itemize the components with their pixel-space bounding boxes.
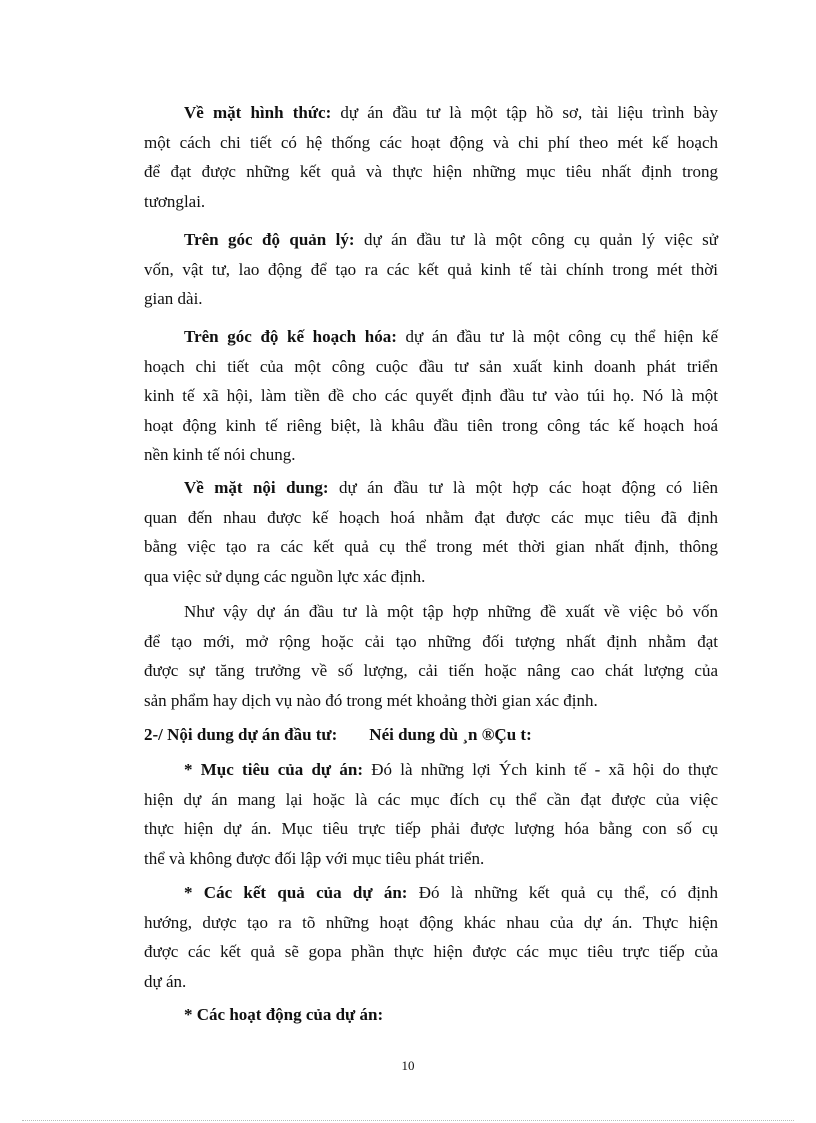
text-line: kinh tế xã hội, làm tiền đề cho các quyết định đầu tư vào túi họ. Nó là một (144, 386, 718, 406)
text-line: Trên góc độ quản lý: dự án đầu tư là một công cụ quản lý việc sử (184, 230, 718, 249)
heading-title: 2-/ Nội dung dự án đầu tư: (144, 725, 338, 744)
paragraph-management-aspect (144, 225, 718, 314)
paragraph-project-activities (144, 1000, 718, 1030)
text-line: gian dài. (144, 289, 203, 309)
text-line: Về mặt nội dung: dự án đầu tư là một hợp các hoạt động có liên (184, 478, 718, 497)
text-line: hiện dự án mang lại hoặc là các mục đích cụ thể cần đạt được của việc (144, 789, 718, 809)
term-label: Về mặt nội dung: (184, 478, 329, 497)
paragraph-project-results (144, 878, 718, 996)
text-line: nền kinh tế nói chung. (144, 445, 296, 465)
term-label: * Các hoạt động của dự án: (184, 1005, 384, 1024)
text-line: để đạt được những kết quả và thực hiện những mục tiêu nhất định trong (144, 162, 718, 182)
text-line: quan đến nhau được kế hoạch hoá nhằm đạt được các mục tiêu đã định (144, 507, 718, 527)
text-line: Như vậy dự án đầu tư là một tập hợp những đề xuất về việc bỏ vốn (184, 602, 718, 621)
section-heading (144, 720, 718, 750)
text-line: hướng, dược tạo ra tõ những hoạt động khác nhau của dự án. Thực hiện (144, 912, 718, 932)
heading-line (144, 720, 718, 750)
text-line: một cách chi tiết có hệ thống các hoạt động và chi phí theo mét kế hoạch (144, 132, 718, 152)
text-line: Về mặt hình thức: dự án đầu tư là một tập hồ sơ, tài liệu trình bày (184, 103, 718, 122)
text-line: sản phẩm hay dịch vụ nào đó trong mét khoảng thời gian xác định. (144, 690, 598, 710)
text-line: * Mục tiêu của dự án: Đó là những lợi Ých kinh tế - xã hội do thực (184, 760, 719, 779)
term-label: * Mục tiêu của dự án: (184, 760, 363, 779)
text-line: Trên góc độ kế hoạch hóa: dự án đầu tư là một công cụ thể hiện kế (184, 327, 718, 346)
text-line: vốn, vật tư, lao động để tạo ra các kết quả kinh tế tài chính trong mét thời (144, 259, 718, 279)
footer-divider (22, 1120, 794, 1121)
text-line: dự án. (144, 971, 187, 991)
text-line: thể và không được đối lập với mục tiêu phát triển. (144, 848, 485, 868)
text-line: để tạo mới, mở rộng hoặc cải tạo những đối tượng nhất định nhằm đạt (144, 631, 718, 651)
text-line: * Các kết quả của dự án: Đó là những kết quả cụ thể, có định (184, 883, 718, 902)
paragraph-project-objectives (144, 755, 718, 873)
paragraph-planning-aspect (144, 322, 718, 470)
term-label: Trên góc độ quản lý: (184, 230, 355, 249)
text-line: thực hiện dự án. Mục tiêu trực tiếp phải được lượng hóa bằng con số cụ (144, 819, 718, 839)
text-line: hoạch chi tiết của một công cuộc đầu tư sản xuất kinh doanh phát triển (144, 356, 718, 376)
text-line (144, 1000, 718, 1030)
heading-garbled-duplicate: Néi dung dù ¸n ®Çu t: (369, 725, 532, 744)
text-line: tươnglai. (144, 191, 206, 211)
text-line: được các kết quả sẽ gopa phần thực hiện được các mục tiêu trực tiếp của (144, 942, 718, 962)
text-line: hoạt động kinh tế riêng biệt, là khâu đầu tiên trong công tác kế hoạch hoá (144, 415, 718, 435)
text-line: được sự tăng trưởng về số lượng, cải tiến hoặc nâng cao chát lượng của (144, 661, 718, 681)
text-line: bằng việc tạo ra các kết quả cụ thể trong mét thời gian nhất định, thông (144, 537, 718, 557)
page-number: 10 (401, 1058, 415, 1073)
term-label: Về mặt hình thức: (184, 103, 332, 122)
paragraph-form-aspect (144, 98, 718, 216)
term-label: Trên góc độ kế hoạch hóa: (184, 327, 397, 346)
text-line: qua việc sử dụng các nguồn lực xác định. (144, 566, 426, 586)
paragraph-summary (144, 597, 718, 715)
term-label: * Các kết quả của dự án: (184, 883, 408, 902)
paragraph-content-aspect (144, 473, 718, 591)
